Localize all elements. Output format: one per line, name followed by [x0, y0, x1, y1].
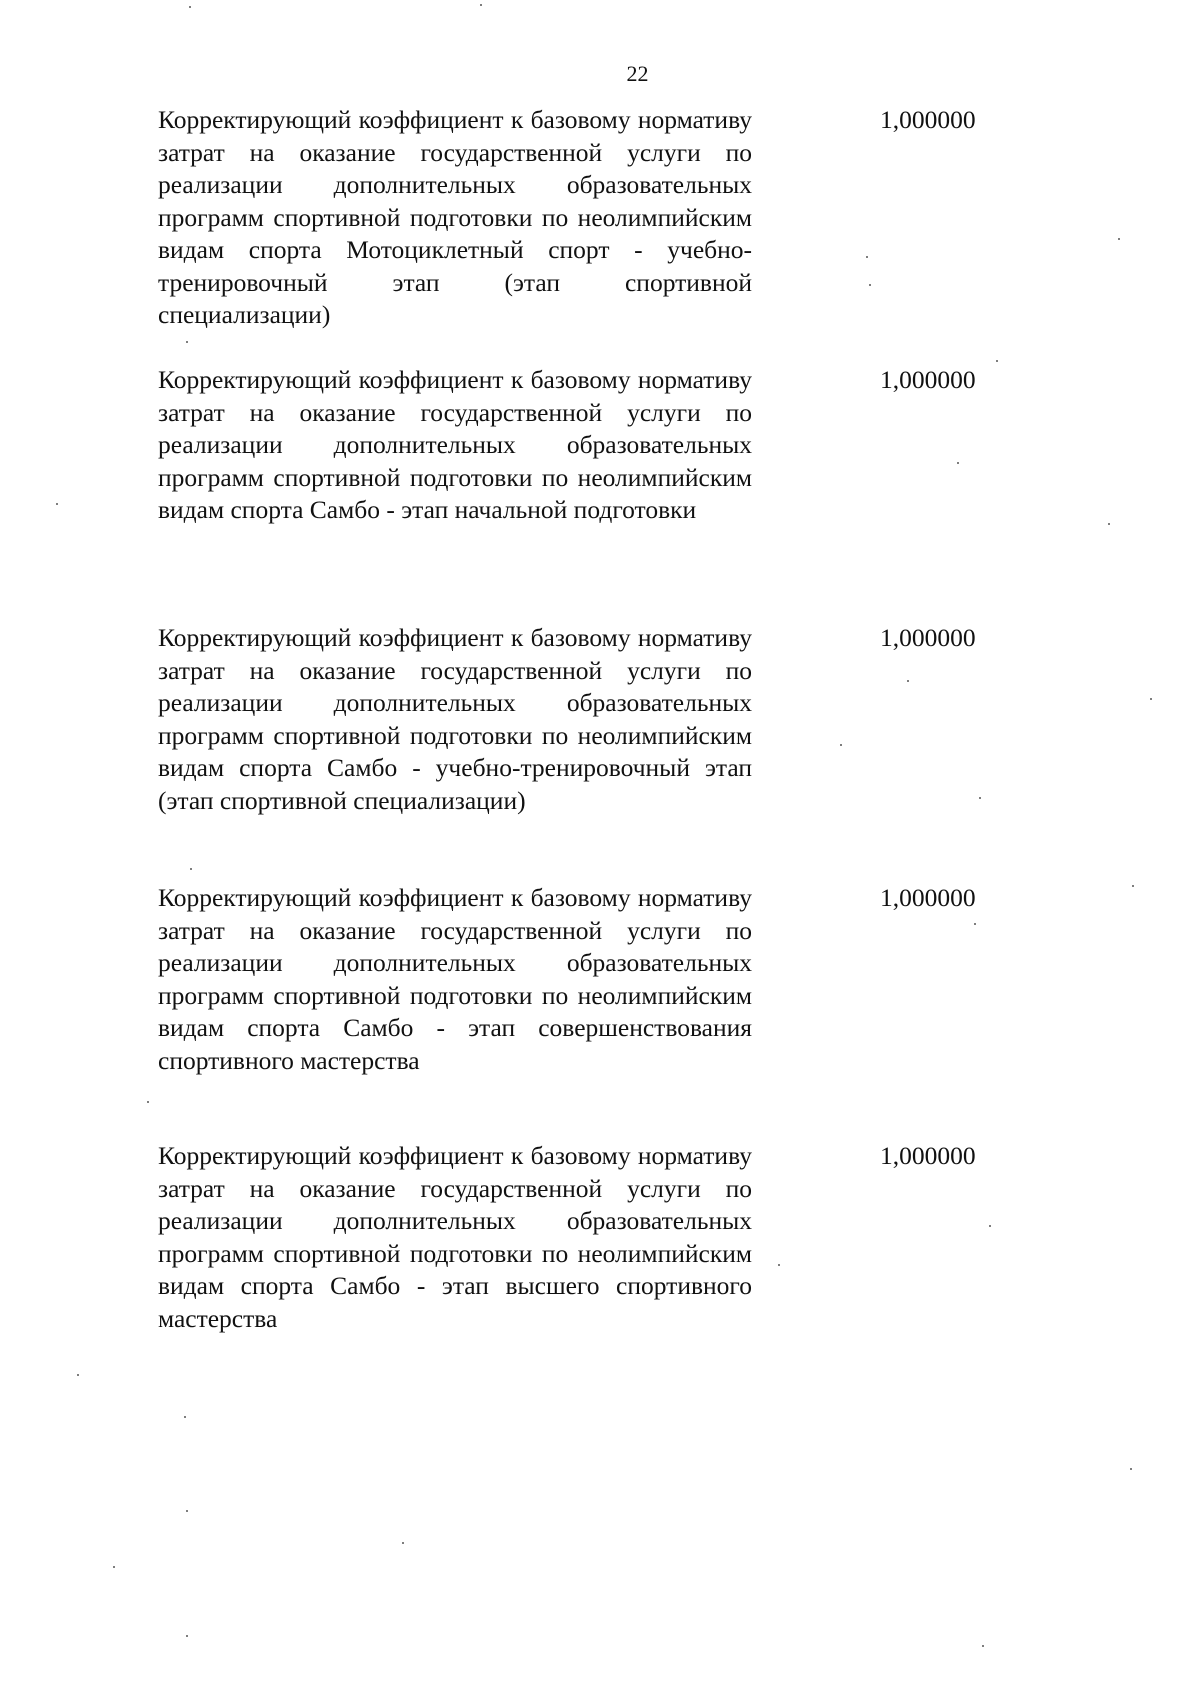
scan-speck [974, 923, 976, 925]
coefficient-description: Корректирующий коэффициент к базовому нормативу затрат на оказание государственной услуги по реализации дополнительных образовательных программ спортивной подготовки по неолимпийским видам спорта Самбо - учебно-тренировочный этап (этап спортивной специализации) [158, 623, 752, 815]
coefficient-value: 1,000000 [880, 365, 976, 394]
scan-speck [147, 1101, 149, 1103]
coefficient-value: 1,000000 [880, 883, 976, 912]
scan-speck [189, 6, 191, 8]
scan-speck [907, 680, 909, 682]
page-number: 22 [626, 61, 649, 86]
coefficient-value: 1,000000 [880, 105, 976, 134]
scan-speck [1150, 698, 1152, 700]
scan-speck [1108, 523, 1110, 525]
coefficient-description: Корректирующий коэффициент к базовому нормативу затрат на оказание государственной услуги по реализации дополнительных образовательных программ спортивной подготовки по неолимпийским видам спорта Самбо - этап совершенствования спортивного мастерства [158, 883, 752, 1075]
scan-speck [957, 462, 959, 464]
coefficient-value: 1,000000 [880, 623, 976, 652]
scan-speck [190, 868, 192, 870]
scan-speck [996, 360, 998, 362]
scan-speck [1130, 1468, 1132, 1470]
scan-speck [840, 744, 842, 746]
scan-speck [113, 1566, 115, 1568]
scan-speck [402, 1542, 404, 1544]
scan-speck [186, 1635, 188, 1637]
scan-speck [1132, 885, 1134, 887]
scan-speck [184, 1416, 186, 1418]
scan-speck [77, 1374, 79, 1376]
scan-speck [480, 4, 482, 6]
coefficient-description: Корректирующий коэффициент к базовому нормативу затрат на оказание государственной услуги по реализации дополнительных образовательных программ спортивной подготовки по неолимпийским видам спорта Самбо - этап начальной подготовки [158, 365, 752, 524]
scan-speck [866, 256, 868, 258]
scan-speck [56, 503, 58, 505]
scan-speck [869, 284, 871, 286]
scan-speck [186, 341, 188, 343]
scan-speck [186, 1510, 188, 1512]
scan-speck [989, 1225, 991, 1227]
coefficient-value: 1,000000 [880, 1141, 976, 1170]
scan-speck [778, 1264, 780, 1266]
scan-speck [979, 797, 981, 799]
scan-speck [982, 1645, 984, 1647]
coefficient-description: Корректирующий коэффициент к базовому нормативу затрат на оказание государственной услуги по реализации дополнительных образовательных программ спортивной подготовки по неолимпийским видам спорта Самбо - этап высшего спортивного мастерства [158, 1141, 752, 1333]
scan-speck [1118, 238, 1120, 240]
coefficient-description: Корректирующий коэффициент к базовому нормативу затрат на оказание государственной услуги по реализации дополнительных образовательных программ спортивной подготовки по неолимпийским видам спорта Мотоциклетный спорт - учебно-тренировочный этап (этап спортивной специализации) [158, 105, 752, 329]
